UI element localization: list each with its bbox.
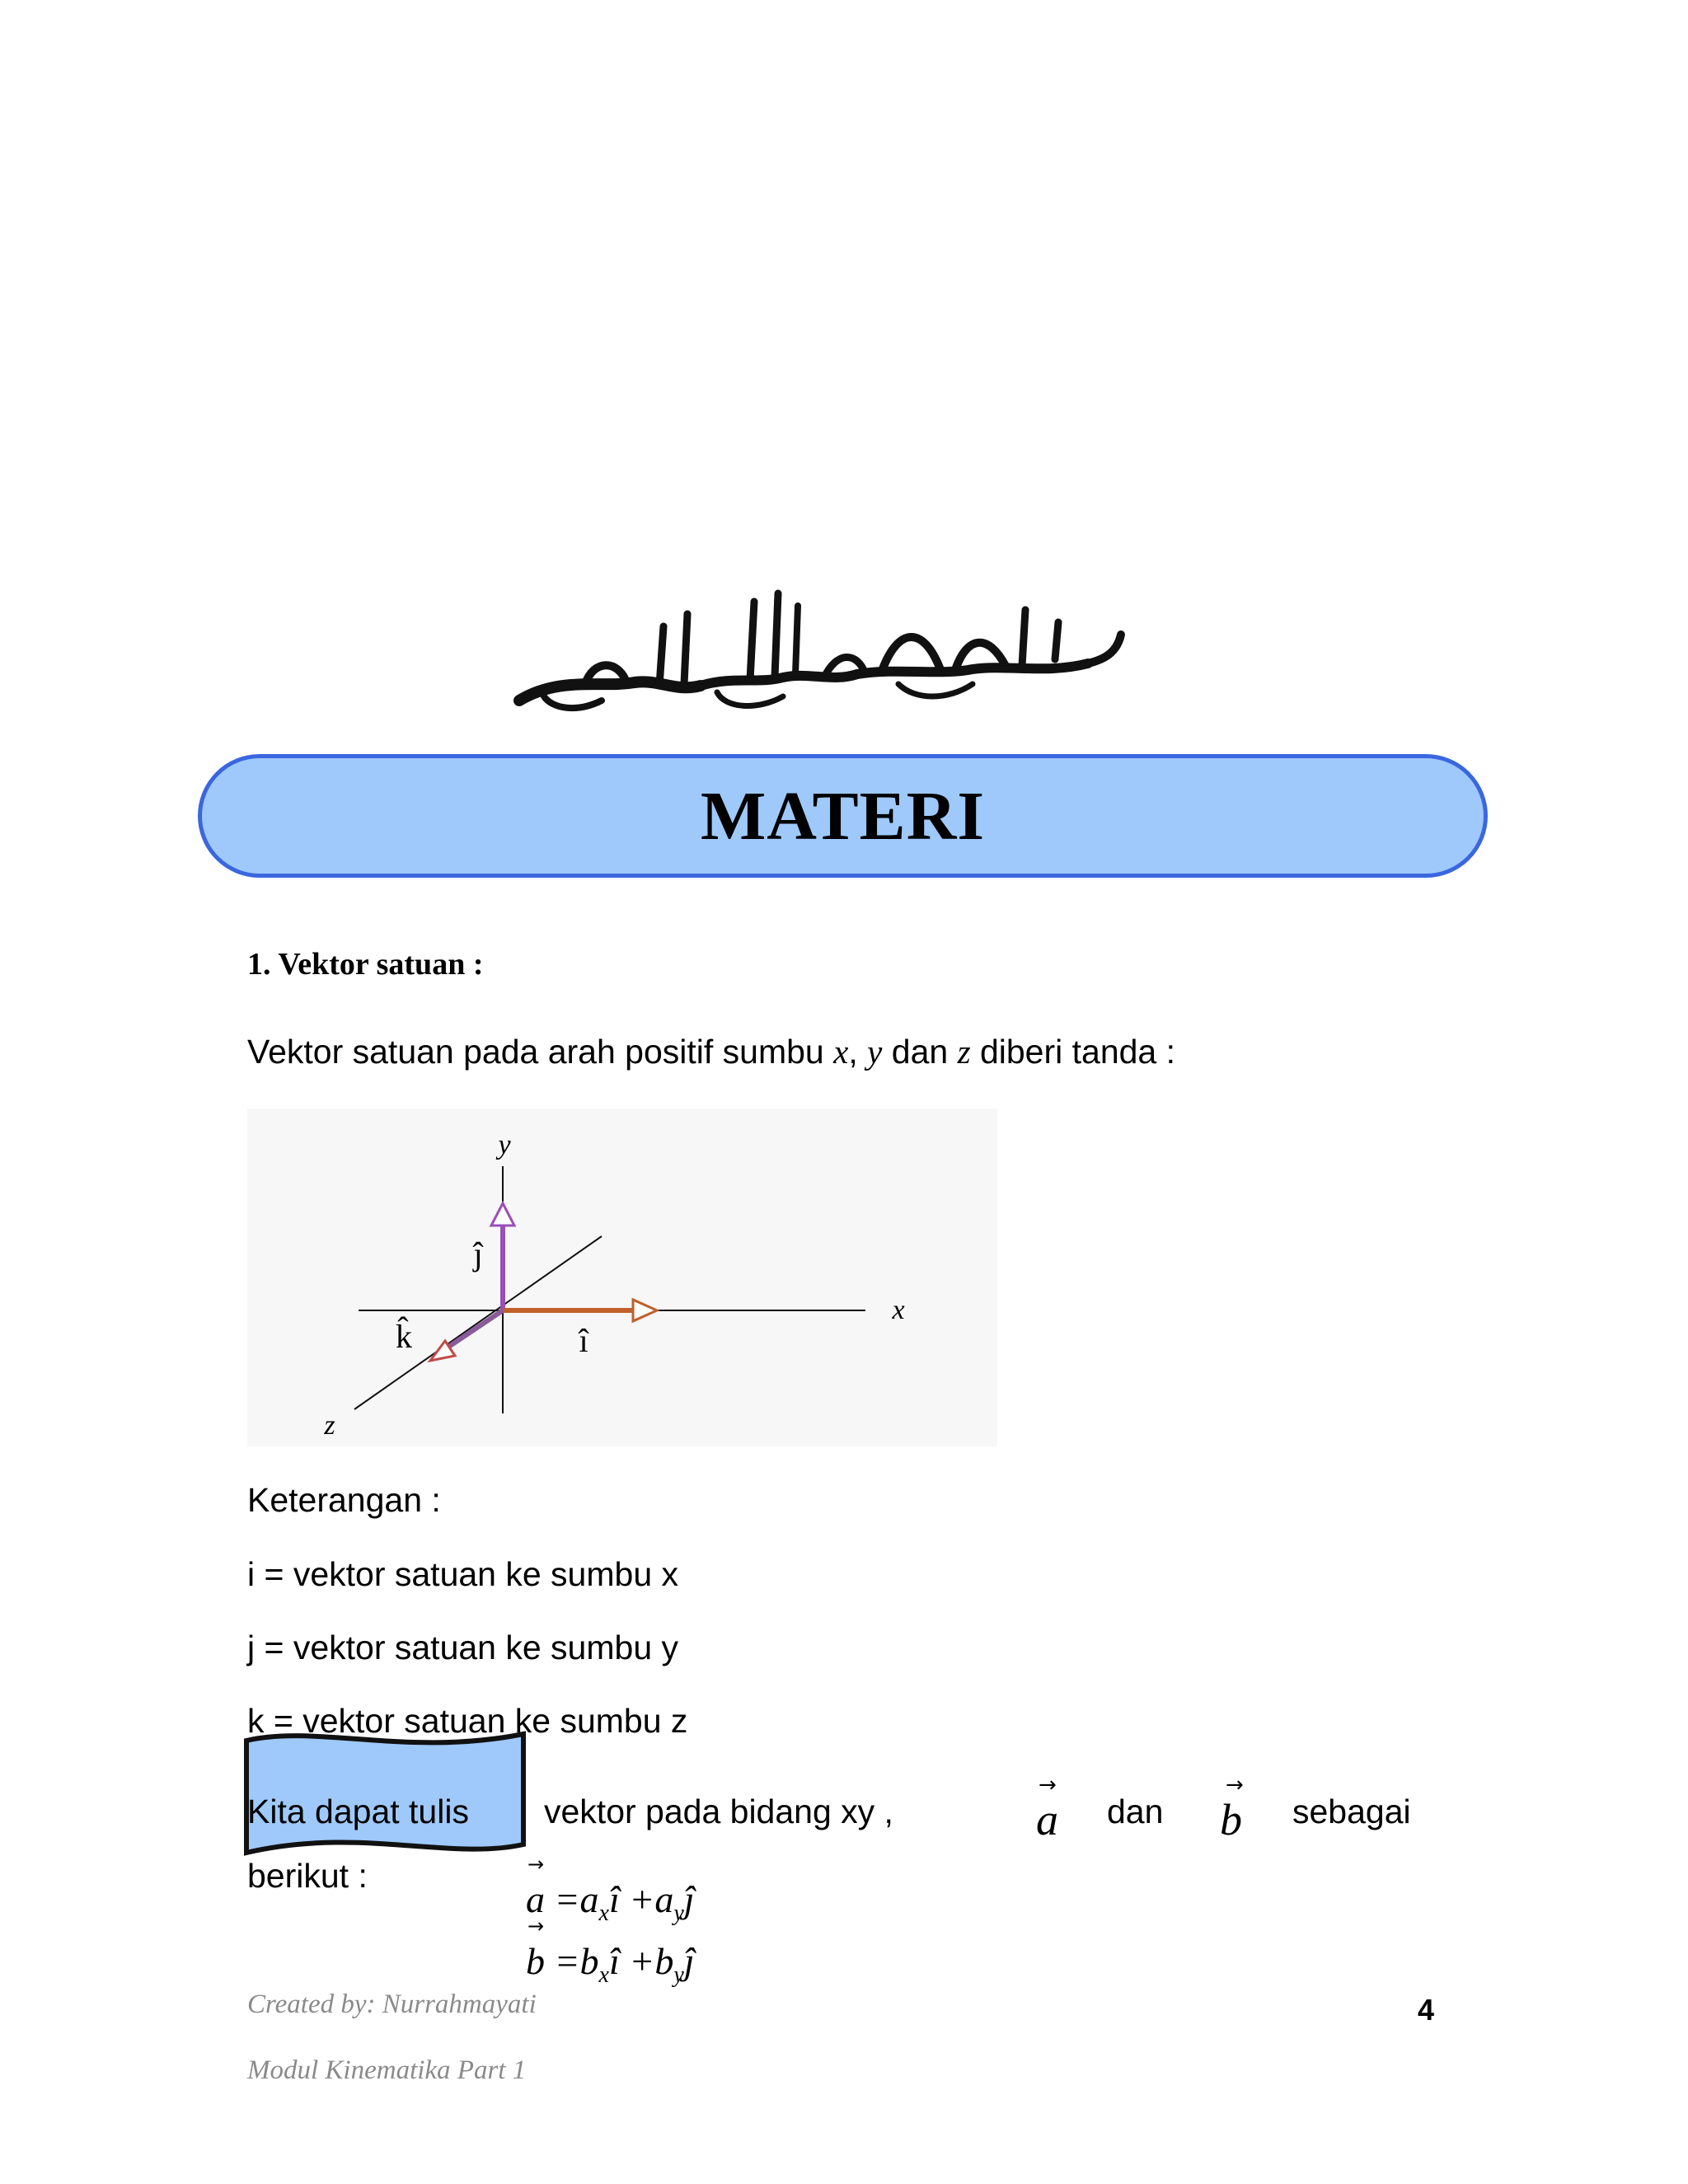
eq-a-ay: a <box>654 1878 674 1920</box>
eq-b-hat-j: ĵ <box>683 1940 695 1982</box>
write-dan: dan <box>1107 1793 1164 1830</box>
eq-a-hat-j: ĵ <box>683 1878 695 1920</box>
section-colon: : <box>472 947 484 982</box>
section-number: 1. <box>247 947 271 982</box>
vector-a-arrow: → <box>1039 1773 1057 1797</box>
eq-b-bx: b <box>579 1940 599 1982</box>
axis-z-label: z <box>324 1410 335 1441</box>
eq-b-plus: + <box>629 1940 655 1982</box>
intro-axis-z: z <box>957 1033 971 1071</box>
write-berikut: berikut : <box>247 1857 368 1895</box>
section-heading <box>247 946 483 982</box>
intro-axis-x: x <box>833 1033 849 1071</box>
footer-credit: Created by: Nurrahmayati <box>247 1990 537 2019</box>
unit-k-label: k̂ <box>396 1318 412 1355</box>
eq-a-sub-y: y <box>673 1900 684 1927</box>
eq-b-equals: = <box>554 1940 580 1982</box>
eq-b-hat-i: î <box>608 1940 620 1982</box>
eq-a-arrow: → <box>528 1853 545 1876</box>
eq-a-hat-i: î <box>608 1878 620 1920</box>
intro-tail: diberi tanda : <box>979 1033 1176 1071</box>
keterangan-k: k = vektor satuan ke sumbu z <box>247 1702 688 1740</box>
section-title: Vektor satuan <box>278 947 466 982</box>
keterangan-j: j = vektor satuan ke sumbu y <box>247 1629 679 1666</box>
intro-comma: , <box>848 1033 858 1071</box>
vector-b-arrow: → <box>1226 1773 1244 1797</box>
write-part3: sebagai <box>1292 1793 1411 1830</box>
eq-b-by: b <box>654 1940 674 1982</box>
intro-lead: Vektor satuan pada arah positif sumbu <box>247 1033 824 1071</box>
page-number: 4 <box>1418 1993 1435 2027</box>
banner-title: MATERI <box>700 777 986 855</box>
materi-banner <box>198 754 1488 878</box>
eq-a-equals: = <box>554 1878 580 1920</box>
vector-a-symbol: a <box>1036 1795 1058 1844</box>
eq-a-plus: + <box>629 1878 655 1920</box>
vector-b-symbol: b <box>1220 1795 1242 1844</box>
equation-a <box>526 1853 695 1927</box>
intro-dan: dan <box>891 1033 949 1071</box>
basmala-calligraphy <box>511 577 1129 717</box>
intro-axis-y: y <box>867 1033 883 1071</box>
write-vectors-line <box>247 1773 1451 1850</box>
eq-a-ax: a <box>579 1878 599 1920</box>
eq-b-sub-x: x <box>598 1962 609 1989</box>
footer-module: Modul Kinematika Part 1 <box>247 2055 527 2085</box>
eq-b-lhs: b <box>526 1940 545 1982</box>
eq-a-lhs: a <box>526 1878 545 1920</box>
axis-y-label: y <box>498 1130 511 1160</box>
equation-b <box>526 1915 695 1989</box>
intro-sentence <box>247 1032 1175 1071</box>
keterangan-title: Keterangan : <box>247 1481 441 1519</box>
eq-b-arrow: → <box>528 1915 545 1938</box>
unit-i-label: î <box>579 1322 588 1359</box>
unit-vector-axes-figure <box>247 1108 997 1446</box>
unit-j-label: ĵ <box>473 1235 483 1272</box>
write-part2: vektor pada bidang xy , <box>544 1793 893 1830</box>
eq-a-sub-x: x <box>598 1900 609 1927</box>
axis-x-label: x <box>892 1295 905 1325</box>
write-part1: Kita dapat tulis <box>247 1793 469 1830</box>
keterangan-i: i = vektor satuan ke sumbu x <box>247 1555 679 1593</box>
eq-b-sub-y: y <box>673 1962 684 1989</box>
